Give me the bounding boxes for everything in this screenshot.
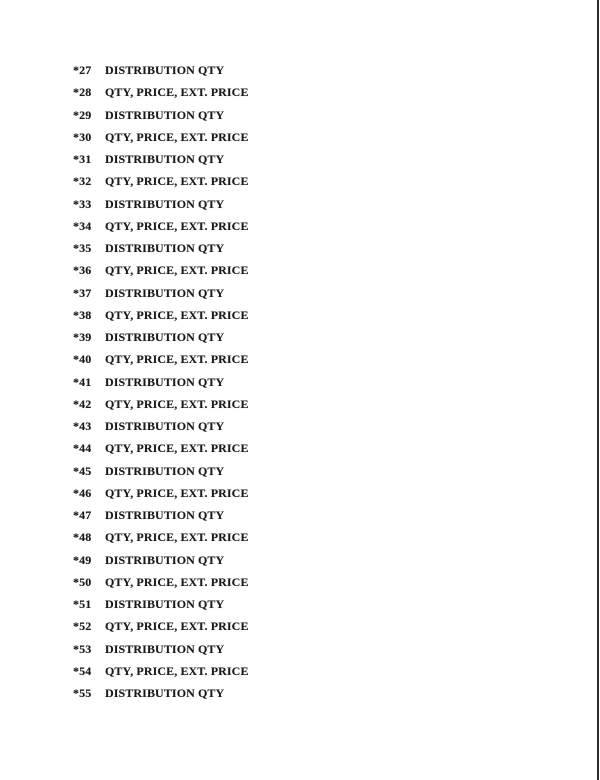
list-item (73, 508, 249, 530)
item-label: DISTRIBUTION QTY (105, 285, 225, 300)
list-item (73, 619, 249, 641)
item-number: *42 (73, 396, 92, 411)
item-number: *27 (73, 63, 92, 77)
item-number: *29 (73, 107, 92, 122)
item-label: QTY, PRICE, EXT. PRICE (105, 218, 249, 233)
list-item (73, 530, 249, 552)
item-label: DISTRIBUTION QTY (105, 508, 225, 522)
item-label: DISTRIBUTION QTY (105, 107, 225, 122)
list-item (73, 352, 249, 374)
list-item (73, 63, 249, 85)
list-item (73, 286, 249, 308)
item-number: *39 (73, 330, 92, 344)
item-number: *36 (73, 263, 92, 278)
item-number: *48 (73, 530, 92, 545)
item-number: *54 (73, 663, 92, 678)
list-item (73, 241, 249, 263)
item-number: *47 (73, 508, 92, 522)
list-item (73, 664, 249, 686)
list-item (73, 174, 249, 196)
list-item (73, 308, 249, 330)
item-number: *45 (73, 463, 92, 478)
item-number: *43 (73, 419, 92, 433)
list-item (73, 686, 249, 708)
list-item (73, 375, 249, 397)
item-label: DISTRIBUTION QTY (105, 597, 225, 611)
item-number: *30 (73, 129, 92, 144)
item-number: *28 (73, 85, 92, 100)
item-label: QTY, PRICE, EXT. PRICE (105, 85, 249, 100)
item-number: *31 (73, 152, 92, 166)
item-label: DISTRIBUTION QTY (105, 686, 225, 700)
list-item (73, 642, 249, 664)
item-number: *37 (73, 285, 92, 300)
field-list (73, 63, 249, 708)
item-label: QTY, PRICE, EXT. PRICE (105, 307, 249, 322)
list-item (73, 441, 249, 463)
item-label: DISTRIBUTION QTY (105, 241, 225, 255)
list-item (73, 85, 249, 107)
list-item (73, 108, 249, 130)
item-label: DISTRIBUTION QTY (105, 374, 225, 389)
list-item (73, 397, 249, 419)
item-label: QTY, PRICE, EXT. PRICE (105, 619, 249, 634)
item-label: DISTRIBUTION QTY (105, 419, 225, 433)
item-label: QTY, PRICE, EXT. PRICE (105, 530, 249, 545)
list-item (73, 219, 249, 241)
item-label: QTY, PRICE, EXT. PRICE (105, 352, 249, 367)
item-number: *41 (73, 374, 92, 389)
item-label: QTY, PRICE, EXT. PRICE (105, 174, 249, 189)
item-number: *53 (73, 641, 92, 656)
item-number: *32 (73, 174, 92, 189)
item-number: *33 (73, 196, 92, 211)
item-label: DISTRIBUTION QTY (105, 641, 225, 656)
item-number: *34 (73, 218, 92, 233)
list-item (73, 597, 249, 619)
list-item (73, 330, 249, 352)
scan-edge-line (597, 0, 599, 780)
list-item (73, 486, 249, 508)
list-item (73, 419, 249, 441)
item-label: QTY, PRICE, EXT. PRICE (105, 663, 249, 678)
item-label: QTY, PRICE, EXT. PRICE (105, 574, 249, 589)
item-label: DISTRIBUTION QTY (105, 330, 225, 344)
item-number: *52 (73, 619, 92, 634)
item-number: *38 (73, 307, 92, 322)
item-label: QTY, PRICE, EXT. PRICE (105, 263, 249, 278)
item-label: DISTRIBUTION QTY (105, 196, 225, 211)
item-label: QTY, PRICE, EXT. PRICE (105, 485, 249, 500)
item-number: *46 (73, 485, 92, 500)
list-item (73, 263, 249, 285)
item-number: *40 (73, 352, 92, 367)
item-label: DISTRIBUTION QTY (105, 463, 225, 478)
item-number: *50 (73, 574, 92, 589)
list-item (73, 553, 249, 575)
list-item (73, 152, 249, 174)
item-number: *35 (73, 241, 92, 255)
item-number: *49 (73, 552, 92, 567)
item-label: DISTRIBUTION QTY (105, 152, 225, 166)
list-item (73, 197, 249, 219)
list-item (73, 130, 249, 152)
list-item (73, 575, 249, 597)
item-number: *44 (73, 441, 92, 456)
item-label: QTY, PRICE, EXT. PRICE (105, 396, 249, 411)
item-label: DISTRIBUTION QTY (105, 63, 225, 77)
item-number: *55 (73, 686, 92, 700)
item-label: QTY, PRICE, EXT. PRICE (105, 441, 249, 456)
list-item (73, 464, 249, 486)
item-label: QTY, PRICE, EXT. PRICE (105, 129, 249, 144)
item-label: DISTRIBUTION QTY (105, 552, 225, 567)
item-number: *51 (73, 597, 92, 611)
